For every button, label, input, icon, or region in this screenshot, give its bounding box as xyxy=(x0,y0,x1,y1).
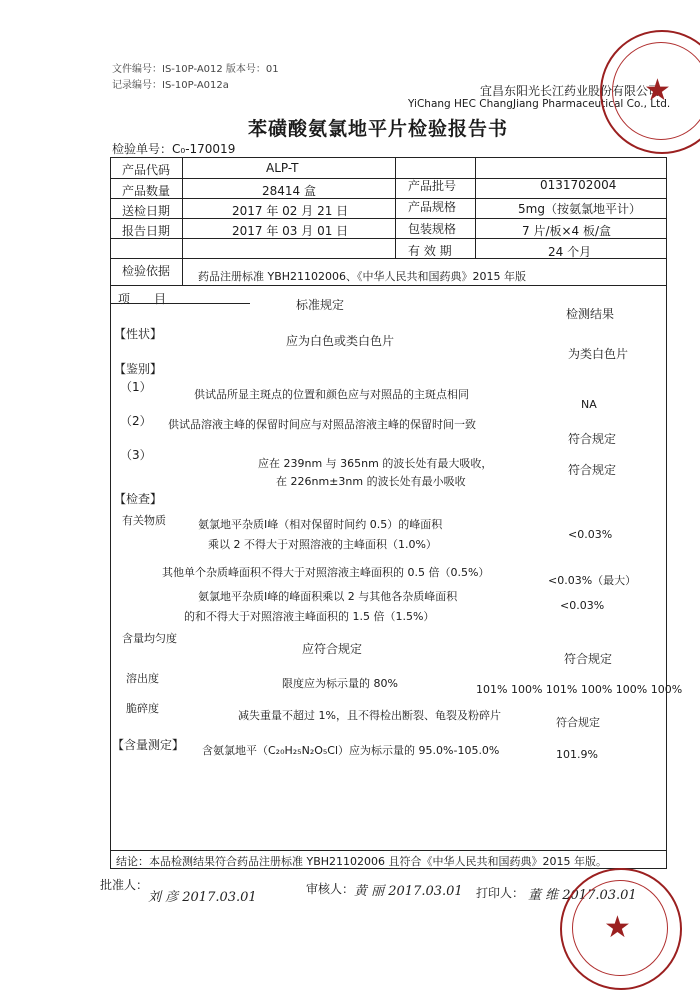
id2-number: （2） xyxy=(120,414,152,428)
qa-seal xyxy=(560,868,682,990)
sent-date-value: 2017 年 02 月 21 日 xyxy=(232,204,349,218)
approver-label: 批准人： xyxy=(100,878,149,892)
validity-value: 24 个月 xyxy=(548,245,592,259)
dissolution-standard: 限度应为标示量的 80% xyxy=(282,677,398,690)
assay-standard: 含氨氯地平（C₂₀H₂₅N₂O₅Cl）应为标示量的 95.0%-105.0% xyxy=(202,744,500,757)
id3-result: 符合规定 xyxy=(568,463,617,477)
company-name-en: YiChang HEC ChangJiang Pharmaceutical Co., Ltd. xyxy=(408,98,671,110)
column-result: 检测结果 xyxy=(566,307,615,321)
id2-result: 符合规定 xyxy=(568,432,617,446)
report-number: 检验单号：C₀-170019 xyxy=(112,142,236,156)
id3-standard-2: 在 226nm±3nm 的波长处有最小吸收 xyxy=(276,475,466,488)
printer-label: 打印人： xyxy=(476,886,525,900)
company-seal xyxy=(600,30,700,154)
section-identification: 【鉴别】 xyxy=(114,362,163,376)
friability-standard: 减失重量不超过 1%，且不得检出断裂、龟裂及粉碎片 xyxy=(238,709,501,722)
conclusion: 结论：本品检测结果符合药品注册标准 YBH21102006 且符合《中华人民共和国药典》2015 年版。 xyxy=(116,855,608,868)
product-code-label: 产品代码 xyxy=(122,163,171,177)
dissolution-label: 溶出度 xyxy=(126,672,159,685)
sent-date-label: 送检日期 xyxy=(122,204,171,218)
star-seal-icon: ★ xyxy=(604,910,631,945)
batch-value: 0131702004 xyxy=(540,178,617,192)
pack-value: 7 片/板×4 板/盒 xyxy=(522,224,612,238)
spec-label: 产品规格 xyxy=(408,200,457,214)
assay-result: 101.9% xyxy=(556,748,598,761)
rel2-result: <0.03%（最大） xyxy=(548,574,637,587)
rel1-standard-2: 乘以 2 不得大于对照溶液的主峰面积（1.0%） xyxy=(208,538,437,551)
approver-signature: 刘 彦 2017.03.01 xyxy=(148,890,257,905)
report-date-label: 报告日期 xyxy=(122,224,171,238)
uniformity-result: 符合规定 xyxy=(564,652,613,666)
related-substances-label: 有关物质 xyxy=(122,514,166,527)
report-title: 苯磺酸氨氯地平片检验报告书 xyxy=(248,118,509,140)
reviewer-label: 审核人： xyxy=(306,882,355,896)
character-standard: 应为白色或类白色片 xyxy=(286,334,395,348)
character-result: 为类白色片 xyxy=(568,347,629,361)
quantity-label: 产品数量 xyxy=(122,184,171,198)
section-character: 【性状】 xyxy=(114,327,163,341)
id1-number: （1） xyxy=(120,380,152,394)
reviewer-signature: 黄 丽 2017.03.01 xyxy=(354,884,463,899)
record-number: 记录编号：IS-10P-A012a xyxy=(112,80,229,91)
id1-standard: 供试品所显主斑点的位置和颜色应与对照品的主斑点相同 xyxy=(194,388,469,401)
rel3-result: <0.03% xyxy=(560,599,605,612)
star-seal-icon: ★ xyxy=(644,73,671,108)
id2-standard: 供试品溶液主峰的保留时间应与对照品溶液主峰的保留时间一致 xyxy=(168,418,476,431)
section-inspection: 【检查】 xyxy=(114,492,163,506)
company-name-cn: 宜昌东阳光长江药业股份有限公司 xyxy=(480,84,661,98)
column-item: 项 目 xyxy=(118,292,167,306)
rel3-standard-2: 的和不得大于对照溶液主峰面积的 1.5 倍（1.5%） xyxy=(184,610,435,623)
uniformity-standard: 应符合规定 xyxy=(302,642,363,656)
section-assay: 【含量测定】 xyxy=(112,738,185,752)
basis-label: 检验依据 xyxy=(122,264,171,278)
dissolution-result: 101% 100% 101% 100% 100% 100% xyxy=(476,683,683,696)
report-date-value: 2017 年 03 月 01 日 xyxy=(232,224,349,238)
friability-label: 脆碎度 xyxy=(126,702,159,715)
spec-value: 5mg（按氨氯地平计） xyxy=(518,202,641,216)
rel1-result: <0.03% xyxy=(568,528,613,541)
rel1-standard-1: 氨氯地平杂质Ⅰ峰（相对保留时间约 0.5）的峰面积 xyxy=(198,518,443,531)
rel2-standard: 其他单个杂质峰面积不得大于对照溶液主峰面积的 0.5 倍（0.5%） xyxy=(162,566,490,579)
column-standard: 标准规定 xyxy=(296,298,345,312)
basis-value: 药品注册标准 YBH21102006、《中华人民共和国药典》2015 年版 xyxy=(198,270,527,283)
quantity-value: 28414 盒 xyxy=(262,184,316,198)
validity-label: 有 效 期 xyxy=(408,244,452,258)
file-number: 文件编号：IS-10P-A012 版本号：01 xyxy=(112,64,279,75)
uniformity-label: 含量均匀度 xyxy=(122,632,177,645)
product-code-value: ALP-T xyxy=(266,161,299,175)
friability-result: 符合规定 xyxy=(556,716,600,729)
batch-label: 产品批号 xyxy=(408,179,457,193)
id3-standard-1: 应在 239nm 与 365nm 的波长处有最大吸收， xyxy=(258,457,493,470)
id3-number: （3） xyxy=(120,448,152,462)
rel3-standard-1: 氨氯地平杂质Ⅰ峰的峰面积乘以 2 与其他各杂质峰面积 xyxy=(198,590,458,603)
printer-signature: 董 维 2017.03.01 xyxy=(528,888,637,903)
id1-result: NA xyxy=(581,398,597,411)
pack-label: 包装规格 xyxy=(408,222,457,236)
report-table xyxy=(110,157,667,869)
